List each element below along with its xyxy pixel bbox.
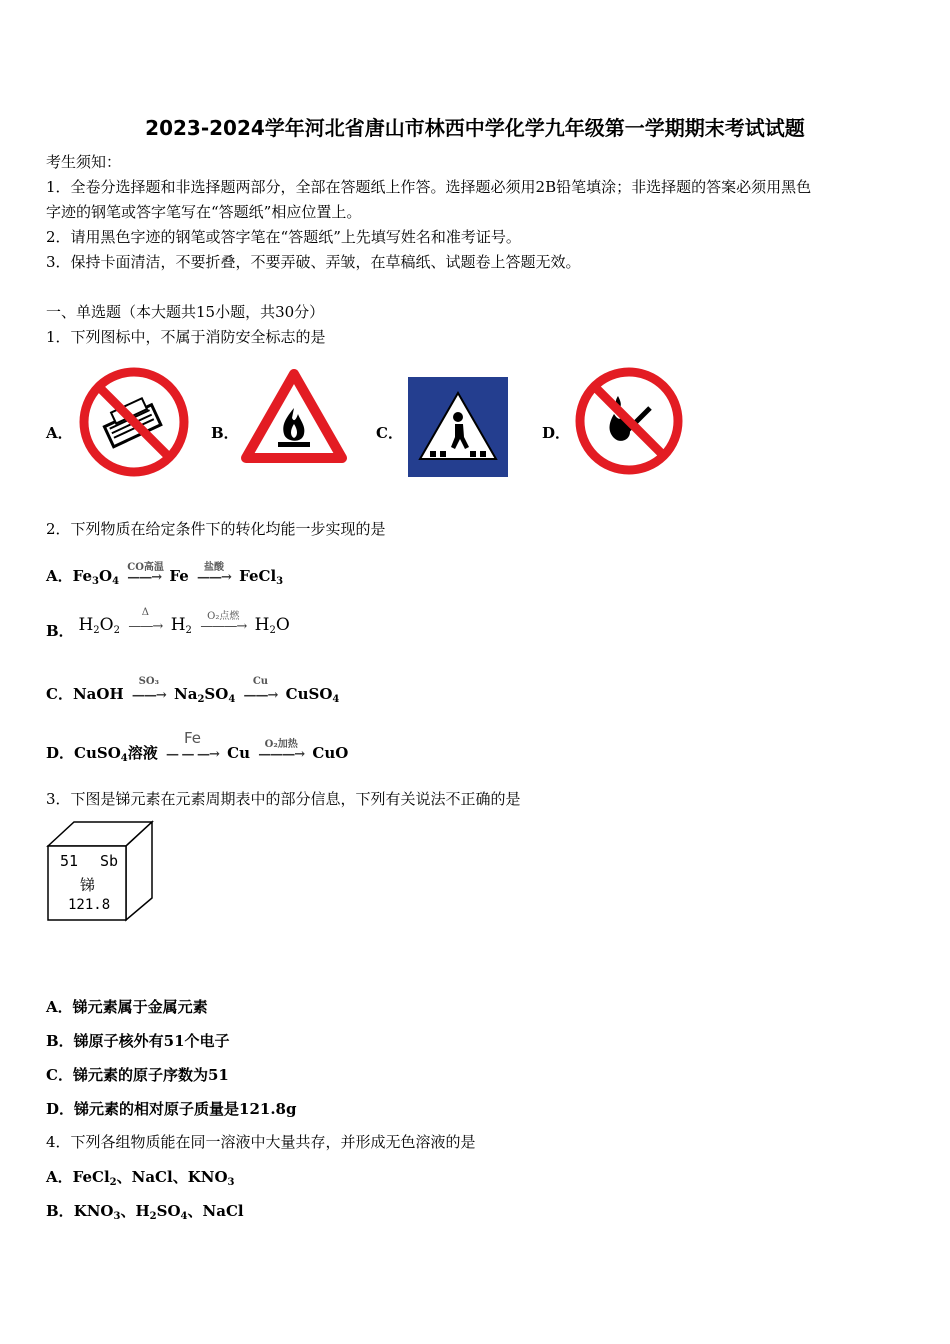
- q1-label-d: D．: [542, 424, 571, 442]
- no-matches-sign-icon: [78, 366, 190, 478]
- element-cell: [46, 820, 154, 924]
- arrow-cu: Cu ——→: [243, 676, 278, 703]
- q2-option-a: A．$Fe_3O_4$ CO高温 ——→ Fe 盐酸 ——→ FeCl$_3$: [46, 562, 284, 587]
- arrow-o2-ignite: O₂点燃 ———→: [200, 611, 247, 634]
- notice-line-1a: 1．全卷分选择题和非选择题两部分，全部在答题纸上作答。选择题必须用2B铅笔填涂；非选择题的答案必须用黑色: [46, 178, 812, 196]
- no-fire-sign-icon: [574, 366, 684, 476]
- q1-label-b: B．: [211, 424, 239, 442]
- q4-option-b: B．$KNO_3$、$H_2SO_4$、NaCl: [46, 1202, 244, 1222]
- arrow-heat: Δ ——→: [128, 607, 163, 634]
- q3-option-c: C．锑元素的原子序数为51: [46, 1066, 229, 1084]
- arrow-acid: 盐酸 ——→: [197, 562, 231, 585]
- q2-option-d: D．CuSO$_4$溶液 Fe — — —→ Cu O₂加热 ———→ CuO: [46, 729, 349, 764]
- flammable-warning-icon: [240, 368, 348, 464]
- notice-line-2: 2．请用黑色字迹的钢笔或答字笔在“答题纸”上先填写姓名和准考证号。: [46, 228, 521, 246]
- q1-stem: 1．下列图标中，不属于消防安全标志的是: [46, 328, 326, 346]
- element-symbol: Sb: [100, 852, 119, 870]
- q2-option-c: C．NaOH SO₃ ——→ $Na_2SO_4$ Cu ——→ CuSO$_4$: [46, 676, 340, 705]
- page-title: 2023-2024学年河北省唐山市林西中学化学九年级第一学期期末考试试题: [145, 116, 805, 140]
- notice-heading: 考生须知：: [46, 153, 122, 171]
- q2-option-b: B． $H_2O_2$ Δ ——→ $H_2$ O₂点燃 ———→ $H_2O$: [46, 607, 290, 640]
- arrow-o2-heat: O₂加热 ———→: [258, 739, 305, 762]
- q1-label-a: A．: [46, 424, 73, 442]
- q3-option-a: A．锑元素属于金属元素: [46, 998, 208, 1016]
- q3-option-b: B．锑原子核外有51个电子: [46, 1032, 230, 1050]
- arrow-fe: Fe — — —→: [165, 729, 219, 762]
- q1-label-c: C．: [376, 424, 403, 442]
- arrow-so3: SO₃ ——→: [131, 676, 166, 703]
- q4-stem: 4．下列各组物质能在同一溶液中大量共存，并形成无色溶液的是: [46, 1133, 476, 1151]
- notice-line-3: 3．保持卡面清洁，不要折叠，不要弄破、弄皱，在草稿纸、试题卷上答题无效。: [46, 253, 581, 271]
- section-heading: 一、单选题（本大题共15小题，共30分）: [46, 303, 325, 321]
- element-number: 51: [60, 852, 79, 870]
- pedestrian-crossing-icon: [408, 377, 508, 477]
- q3-stem: 3．下图是锑元素在元素周期表中的部分信息，下列有关说法不正确的是: [46, 790, 521, 808]
- notice-line-1b: 字迹的钢笔或答字笔写在“答题纸”相应位置上。: [46, 203, 362, 221]
- arrow-co-heat: CO高温 ——→: [127, 562, 164, 585]
- element-name: 锑: [80, 876, 96, 894]
- q2-stem: 2．下列物质在给定条件下的转化均能一步实现的是: [46, 520, 386, 538]
- element-mass: 121.8: [68, 897, 111, 913]
- q3-option-d: D．锑元素的相对原子质量是121.8g: [46, 1100, 297, 1118]
- q4-option-a: A．FeCl$_2$、NaCl、$KNO_3$: [46, 1168, 235, 1188]
